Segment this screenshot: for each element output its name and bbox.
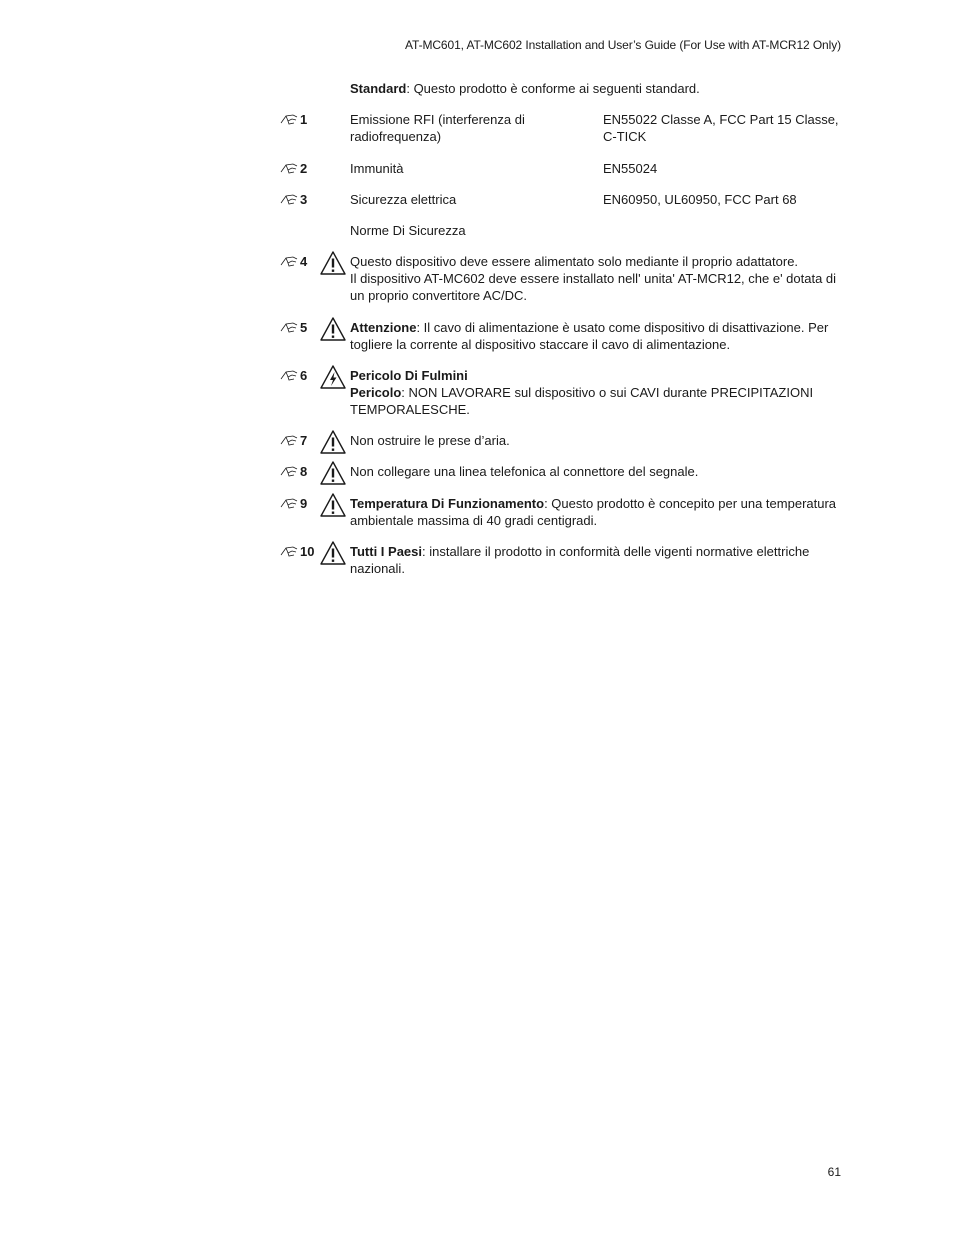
item-marker xyxy=(280,191,320,208)
item-marker xyxy=(280,319,320,336)
pointing-hand-icon xyxy=(280,496,300,510)
lightning-warning-icon xyxy=(319,364,347,390)
standard-label: Standard xyxy=(350,81,407,96)
pointing-hand-icon xyxy=(280,544,300,558)
standard-intro xyxy=(350,80,700,97)
warning-line: Questo dispositivo deve essere alimentato solo mediante il proprio adattatore. xyxy=(350,254,799,269)
item-marker xyxy=(280,367,320,384)
warning-icon xyxy=(319,460,347,486)
pointing-hand-icon xyxy=(280,464,300,478)
item-marker xyxy=(280,111,320,128)
pointing-hand-icon xyxy=(280,112,300,126)
item-number: 9 xyxy=(300,496,308,511)
standard-item: Sicurezza elettrica xyxy=(350,192,457,207)
warning-text xyxy=(350,319,842,353)
warning-text xyxy=(350,367,842,418)
standard-item: Emissione RFI (interferenza di radiofrequenza) xyxy=(350,112,525,144)
pointing-hand-icon xyxy=(280,161,300,175)
item-marker xyxy=(280,160,320,177)
warning-icon xyxy=(319,250,347,276)
running-header: AT-MC601, AT-MC602 Installation and User’s Guide (For Use with AT-MCR12 Only) xyxy=(404,38,841,52)
pointing-hand-icon xyxy=(280,433,300,447)
item-number: 2 xyxy=(300,161,308,176)
warning-bold-label: Temperatura Di Funzionamento xyxy=(350,496,545,511)
warning-text xyxy=(350,253,842,304)
warning-body: : Il cavo di alimentazione è usato come dispositivo di disattivazione. Per togliere la corrente al dispositivo staccare il cavo di alimentazione. xyxy=(350,320,829,352)
warning-icon xyxy=(319,492,347,518)
standard-item: Immunità xyxy=(350,161,404,176)
item-number: 1 xyxy=(300,112,308,127)
item-number: 4 xyxy=(300,254,308,269)
item-number: 3 xyxy=(300,192,308,207)
item-marker xyxy=(280,253,320,270)
warning-icon xyxy=(319,316,347,342)
item-number: 8 xyxy=(300,464,308,479)
pointing-hand-icon xyxy=(280,254,300,268)
warning-text: Non ostruire le prese d’aria. xyxy=(350,433,510,448)
warning-body: : NON LAVORARE sul dispositivo o sui CAVI durante PRECIPITAZIONI TEMPORALESCHE. xyxy=(350,385,814,417)
safety-heading: Norme Di Sicurezza xyxy=(350,223,466,238)
item-number: 6 xyxy=(300,368,308,383)
item-number: 10 xyxy=(300,544,315,559)
warning-title: Pericolo Di Fulmini xyxy=(350,368,468,383)
standard-value: EN60950, UL60950, FCC Part 68 xyxy=(603,192,797,207)
warning-icon xyxy=(319,429,347,455)
item-marker xyxy=(280,543,320,560)
pointing-hand-icon xyxy=(280,320,300,334)
pointing-hand-icon xyxy=(280,192,300,206)
warning-bold-label: Tutti I Paesi xyxy=(350,544,422,559)
page-number: 61 xyxy=(827,1165,841,1179)
warning-text xyxy=(350,543,842,577)
item-number: 7 xyxy=(300,433,308,448)
pointing-hand-icon xyxy=(280,368,300,382)
item-marker xyxy=(280,432,320,449)
warning-text: Non collegare una linea telefonica al connettore del segnale. xyxy=(350,464,699,479)
item-marker xyxy=(280,495,320,512)
item-number: 5 xyxy=(300,320,308,335)
warning-bold-label: Attenzione xyxy=(350,320,417,335)
standard-value: EN55022 Classe A, FCC Part 15 Classe, C-TICK xyxy=(603,112,839,144)
standard-text: : Questo prodotto è conforme ai seguenti standard. xyxy=(406,81,700,96)
standard-value: EN55024 xyxy=(603,161,658,176)
warning-body: : installare il prodotto in conformità delle vigenti normative elettriche nazionali. xyxy=(350,544,810,576)
warning-line: Il dispositivo AT-MC602 deve essere installato nell' unita' AT-MCR12, che e' dotata di un proprio convertitore AC/DC. xyxy=(350,271,837,303)
warning-body: : Questo prodotto è concepito per una temperatura ambientale massima di 40 gradi centigradi. xyxy=(350,496,837,528)
warning-icon xyxy=(319,540,347,566)
warning-bold-label: Pericolo xyxy=(350,385,402,400)
warning-text xyxy=(350,495,842,529)
item-marker xyxy=(280,463,320,480)
